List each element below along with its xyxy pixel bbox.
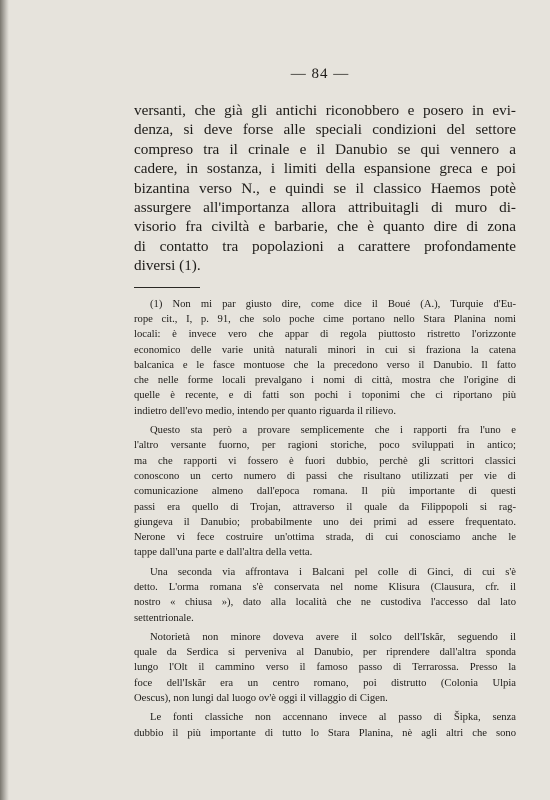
text-line: bizantina verso N., e quindi se il classico Haemos potè (134, 179, 516, 197)
footnote-line: Questo sta però a provare semplicemente che i rapporti fra l'uno e (150, 425, 516, 437)
footnote-paragraph (134, 423, 516, 561)
text-line: visorio fra civiltà e barbarie, che è quanto dire di zona (134, 218, 516, 236)
footnote-line: quelle è recente, e di fatti son pochi i toponimi che ci riportano più (134, 390, 516, 402)
text-line: diversi (1). (134, 257, 201, 275)
page-content (134, 101, 516, 745)
footnote-paragraph (134, 710, 516, 741)
footnote-line: ma che rapporti vi fossero è fuori dubbio, perchè gli scrittori classici (134, 455, 516, 467)
footnote-line: (1) Non mi par giusto dire, come dice il Boué (A.), Turquie d'Eu- (150, 298, 516, 310)
footnote-line: conoscono un certo numero di passi che risultano utilizzati per vie di (134, 470, 516, 482)
footnote-line: comunicazione almeno dall'epoca romana. Il più importante di questi (134, 486, 516, 498)
footnote-line: lungo l'Olt il cammino verso il famoso passo di Terrarossa. Presso la (134, 662, 516, 674)
footnote-line: indietro dell'evo medio, intendo per quanto riguarda il rilievo. (134, 405, 396, 417)
text-line: versanti, che già gli antichi riconobbero e posero in evi- (134, 102, 516, 119)
footnote-line: l'altro versante fuorno, per ragioni storiche, poco sviluppati in antico; (134, 440, 516, 452)
footnote-paragraph (134, 630, 516, 706)
footnote-line: foce dell'Iskăr era un centro romano, poi distrutto (Colonia Ulpia (134, 677, 516, 689)
footnote-line: che nelle forme locali prevalgano i nomi di città, mostra che l'origine di (134, 375, 516, 387)
footnote-line: Una seconda via affrontava i Balcani pel colle di Ginci, di cui s'è (150, 566, 516, 578)
text-line: compreso tra il crinale e il Danubio se qui vennero a (134, 140, 516, 158)
footnote-line: Oescus), non lungi dal luogo ov'è oggi il villaggio di Cigen. (134, 693, 388, 705)
footnote-divider (134, 287, 200, 288)
footnote-line: rope cit., I, p. 91, che solo poche cime portano nello Stara Planina nomi (134, 313, 516, 325)
footnote-line: economico delle varie unità naturali minori in cui si fraziona la catena (134, 344, 516, 356)
footnote-line: tappe dall'una parte e dall'altra della vetta. (134, 547, 313, 559)
text-line: di contatto tra popolazioni a carattere profondamente (134, 237, 516, 255)
page-number: — 84 — (290, 66, 350, 82)
text-line: denza, si deve forse alle speciali condizioni del settore (134, 121, 516, 139)
footnote-line: detto. L'orma romana s'è conservata nel nome Klisura (Clausura, cfr. il (134, 582, 516, 593)
page-binding-edge (0, 0, 9, 800)
footnote-paragraph (134, 565, 516, 626)
footnote-line: dubbio il più importante di tutto lo Stara Planina, nè agli altri che sono (134, 727, 516, 739)
text-line: assurgere all'importanza allora attribuitagli di muro di- (134, 199, 516, 217)
text-line: cadere, in sostanza, i limiti della espansione greca e poi (134, 160, 516, 178)
footnote-line: settentrionale. (134, 612, 194, 624)
footnote-line: Le fonti classiche non accennano invece al passo di Šipka, senza (150, 712, 516, 724)
main-paragraph (134, 101, 516, 276)
footnote-line: nostro « chiusa »), dato alla località che ne custodiva l'accesso dal lato (134, 597, 516, 609)
footnote-line: passi era quello di Trojan, attraverso il quale da Filippopoli si rag- (134, 501, 516, 513)
footnote-line: Notorietà non minore doveva avere il solco dell'Iskăr, seguendo il (150, 631, 516, 643)
footnote-line: Nerone vi fece costruire un'ottima strada, di cui conosciamo anche le (134, 532, 516, 544)
footnote-line: quale da Serdica si perveniva al Danubio, per riprendere dall'altra sponda (134, 647, 516, 659)
footnote-line: locali: è invece vero che appar di regola piuttosto ristretto l'orizzonte (134, 329, 516, 341)
footnote-line: giungeva il Danubio; probabilmente uno dei primi ad essere frequentato. (134, 516, 516, 528)
footnote-paragraph (134, 297, 516, 419)
footnote-line: balcanica e le fasce montuose che la precedono verso il Danubio. Il fatto (134, 359, 516, 371)
